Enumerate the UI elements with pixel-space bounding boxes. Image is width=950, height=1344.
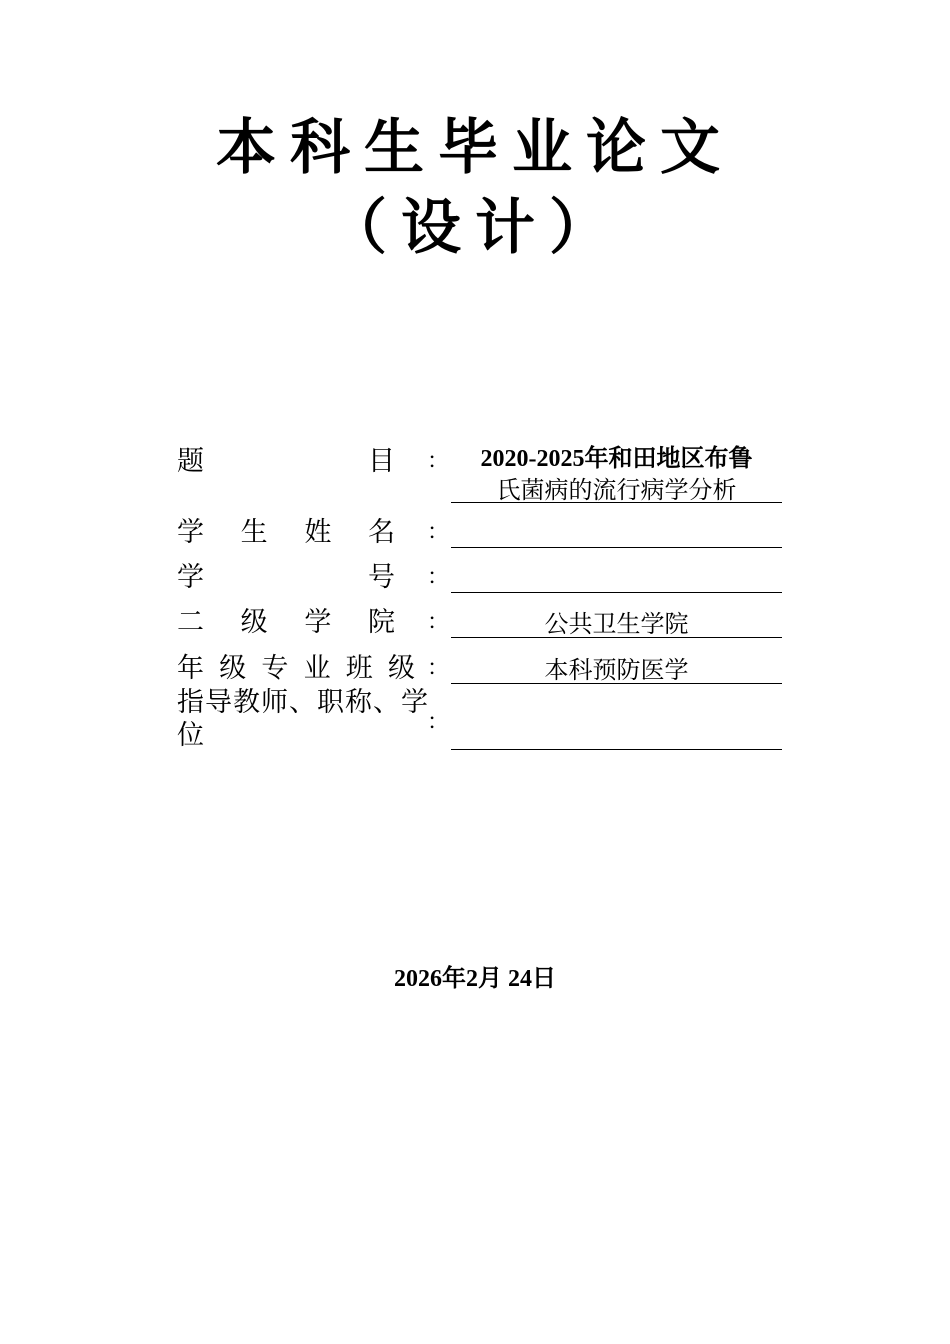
label-char: 号	[368, 562, 395, 593]
advisor-underline	[451, 749, 782, 750]
label-char: 级	[219, 653, 247, 684]
thesis-title-line1: 2020-2025年和田地区布鲁	[480, 446, 753, 472]
label-char: 学	[177, 517, 204, 548]
label-char: 目	[368, 446, 395, 477]
student-id-underline	[451, 592, 782, 593]
label-char: 学	[177, 562, 204, 593]
label-char: 生	[240, 517, 268, 548]
grade-major-field: 本科预防医学	[544, 656, 689, 684]
college-underline	[451, 637, 782, 638]
thesis-title-underline	[451, 502, 782, 503]
label-advisor-line1: 指导教师、职称、学	[177, 687, 429, 718]
label-thesis-title	[177, 445, 450, 478]
submission-date: 2026年2月 24日	[394, 966, 556, 992]
label-colon: ：	[427, 565, 450, 590]
thesis-title-line2: 氏菌病的流行病学分析	[496, 476, 737, 504]
label-char: 学	[304, 607, 332, 638]
label-colon: ：	[427, 520, 450, 545]
label-char: 名	[367, 517, 395, 548]
label-advisor-line2: 位	[177, 720, 205, 751]
student-name-underline	[451, 547, 782, 548]
label-colon: ：	[427, 656, 450, 681]
label-grade-major	[177, 652, 450, 685]
label-char: 院	[367, 607, 395, 638]
label-char: 二	[177, 607, 204, 638]
label-char: 业	[303, 653, 331, 684]
label-char: 姓	[304, 517, 332, 548]
label-char: 题	[177, 446, 204, 477]
label-colon: ：	[427, 449, 450, 474]
label-char: 级	[387, 653, 415, 684]
grade-major-underline	[451, 683, 782, 684]
label-college	[177, 606, 450, 639]
label-char: 级	[240, 607, 268, 638]
label-student-name	[177, 516, 450, 549]
college-field: 公共卫生学院	[544, 610, 689, 638]
label-char: 年	[177, 653, 204, 684]
page-title: 本科生毕业论文（设计）	[216, 113, 734, 263]
label-colon: ：	[427, 610, 450, 635]
label-char: 班	[345, 653, 373, 684]
label-student-id	[177, 561, 450, 594]
label-colon: ：	[427, 709, 450, 735]
label-char: 专	[261, 653, 289, 684]
